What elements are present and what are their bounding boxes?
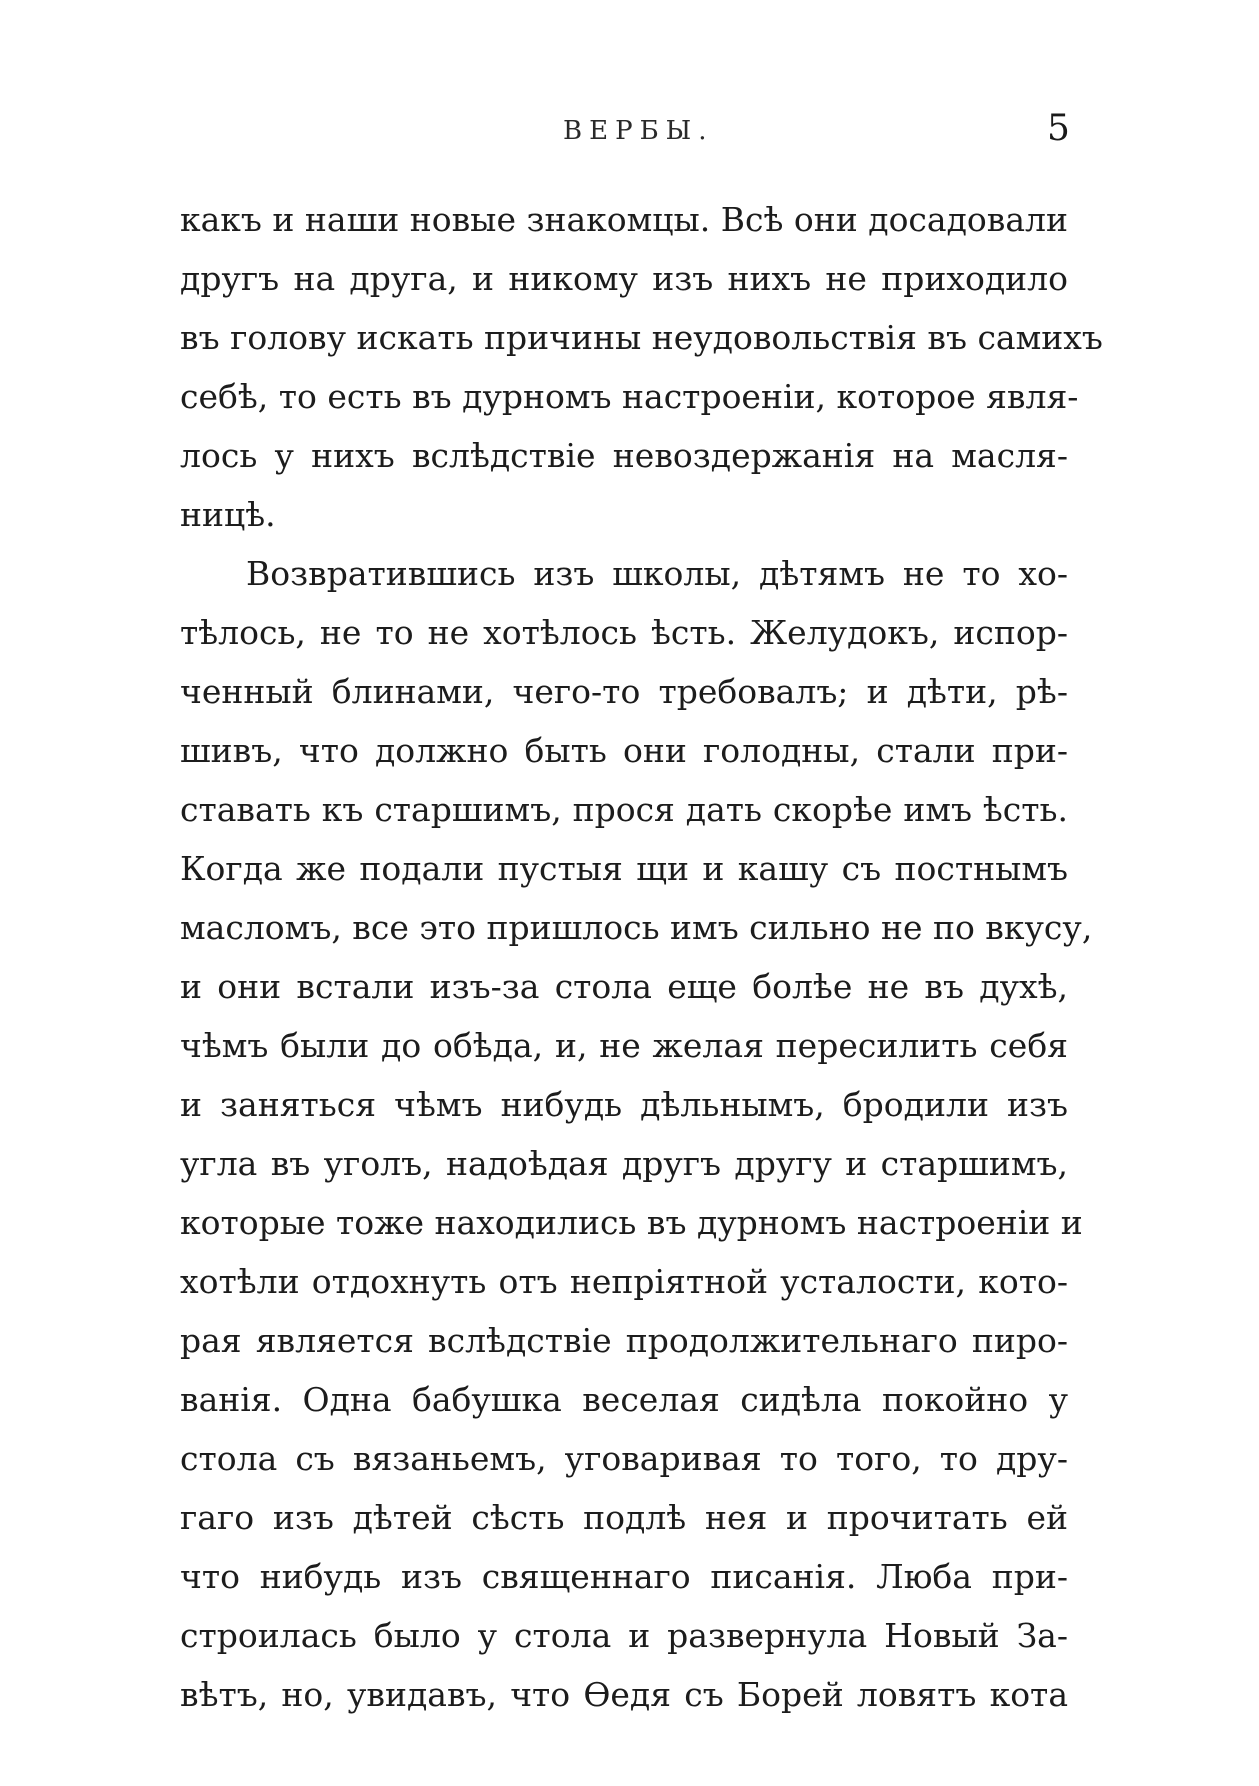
paragraph-1 [180, 190, 1103, 544]
text-line: стола съ вязаньемъ, уговаривая то того, то дру- [180, 1439, 1068, 1478]
text-line: тѣлось, не то не хотѣлось ѣсть. Желудокъ, испор- [180, 613, 1068, 652]
text-line: и они встали изъ-за стола еще болѣе не въ духѣ, [180, 967, 1068, 1006]
text-line: угла въ уголъ, надоѣдая другъ другу и старшимъ, [180, 1144, 1068, 1183]
text-line: рая является вслѣдствіе продолжительнаго пиро- [180, 1321, 1068, 1360]
text-line: которые тоже находились въ дурномъ настроеніи и [180, 1203, 1083, 1242]
text-line: Возвратившись изъ школы, дѣтямъ не то хо- [246, 554, 1068, 593]
text-line: чѣмъ были до обѣда, и, не желая пересилить себя [180, 1026, 1068, 1065]
text-line: какъ и наши новые знакомцы. Всѣ они досадовали [180, 200, 1068, 239]
text-line: ванія. Одна бабушка веселая сидѣла покойно у [180, 1380, 1068, 1419]
text-line: вѣтъ, но, увидавъ, что Ѳедя съ Борей ловятъ кота [180, 1675, 1068, 1714]
text-line: строилась было у стола и развернула Новый За- [180, 1616, 1068, 1655]
running-title: ВЕРБЫ. [563, 116, 714, 146]
paragraph-2 [180, 544, 1093, 1724]
page-number: 5 [1047, 108, 1070, 149]
text-line: масломъ, все это пришлось имъ сильно не по вкусу, [180, 908, 1093, 947]
text-line: ставать къ старшимъ, прося дать скорѣе имъ ѣсть. [180, 790, 1068, 829]
text-line: другъ на друга, и никому изъ нихъ не приходило [180, 259, 1068, 298]
text-line: лось у нихъ вслѣдствіе невоздержанія на масля- [180, 436, 1068, 475]
text-line: Когда же подали пустыя щи и кашу съ постнымъ [180, 849, 1068, 888]
body-text [180, 190, 1103, 1724]
text-line: себѣ, то есть въ дурномъ настроеніи, которое явля- [180, 377, 1079, 416]
text-line: гаго изъ дѣтей сѣсть подлѣ нея и прочитать ей [180, 1498, 1068, 1537]
text-line: хотѣли отдохнуть отъ непріятной усталости, кото- [180, 1262, 1068, 1301]
text-line: ченный блинами, чего-то требовалъ; и дѣти, рѣ- [180, 672, 1068, 711]
text-line: шивъ, что должно быть они голодны, стали при- [180, 731, 1068, 770]
text-line: и заняться чѣмъ нибудь дѣльнымъ, бродили изъ [180, 1085, 1068, 1124]
text-line: что нибудь изъ священнаго писанія. Люба при- [180, 1557, 1068, 1596]
text-line: ницѣ. [180, 495, 276, 534]
text-line: въ голову искать причины неудовольствія въ самихъ [180, 318, 1103, 357]
